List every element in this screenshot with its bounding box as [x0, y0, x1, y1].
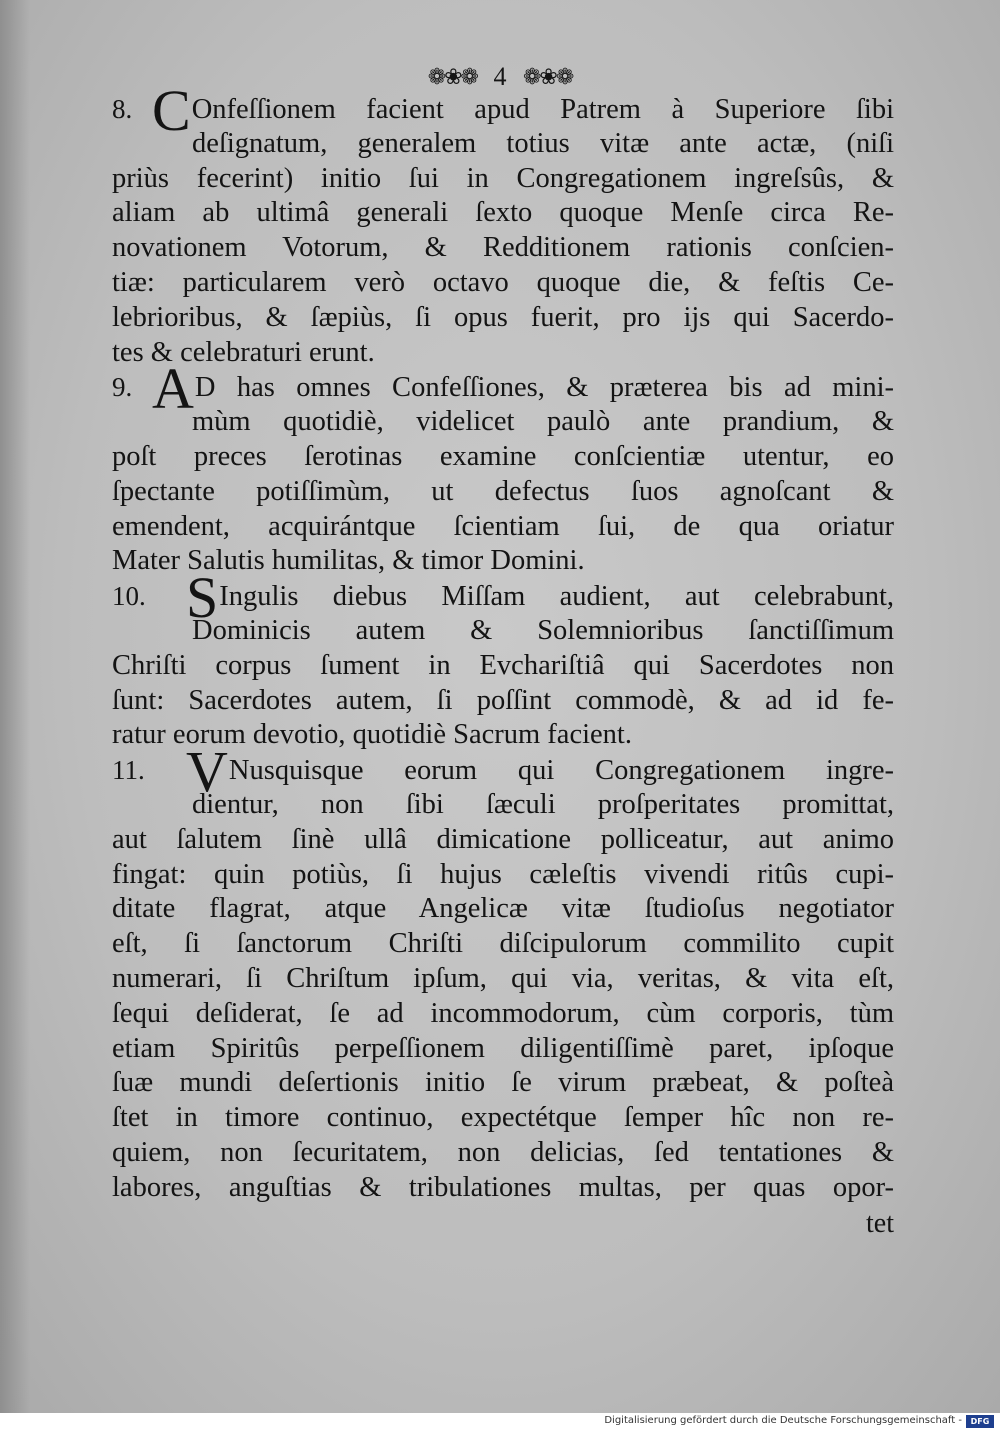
text-line: labores, anguſtias & tribulationes multas, per quas opor- — [112, 1171, 894, 1203]
body-text — [112, 78, 894, 1206]
paragraph-8 — [112, 78, 894, 370]
drop-initial: C — [152, 78, 191, 143]
text-line: Onfeſſionem facient apud Patrem à Superiore ſibi — [191, 94, 894, 125]
footer-bar — [0, 1413, 1000, 1431]
text-line: etiam Spiritûs perpeſſionem diligentiſſimè paret, ipſoque — [112, 1032, 894, 1064]
text-line: Mater Salutis humilitas, & timor Domini. — [112, 545, 585, 577]
text-line: ſuæ mundi deſertionis initio ſe virum præbeat, & poſteà — [112, 1067, 894, 1099]
text-line: ditate flagrat, atque Angelicæ vitæ ſtudioſus negotiator — [112, 893, 894, 925]
text-line: numerari, ſi Chriſtum ipſum, qui via, veritas, & vita eſt, — [112, 962, 894, 994]
text-line: Dominicis autem & Solemnioribus ſanctiſſimum — [192, 614, 894, 646]
paragraph-9 — [112, 356, 894, 579]
page-header — [0, 62, 1000, 92]
text-line: ſunt: Sacerdotes autem, ſi poſſint commodè, & ad id fe- — [112, 684, 894, 716]
drop-initial: V — [186, 739, 228, 805]
text-line: ſtet in timore continuo, expectétque ſemper hîc non re- — [112, 1102, 894, 1134]
text-line: mùm quotidiè, videlicet paulò ante prandium, & — [192, 406, 894, 438]
drop-initial: S — [186, 565, 219, 631]
paragraph-10 — [112, 565, 894, 753]
text-line: tes & celebraturi erunt. — [112, 336, 375, 368]
text-line: lebrioribus, & ſæpiùs, ſi opus fuerit, pro ijs qui Sacerdo- — [112, 301, 894, 333]
dfg-logo[interactable]: DFG — [966, 1415, 994, 1428]
page-gutter-shadow — [0, 0, 30, 1413]
text-line: Chriſti corpus ſument in Evchariſtiâ qui Sacerdotes non — [112, 649, 894, 681]
text-line: priùs fecerint) initio ſui in Congregationem ingreſsûs, & — [112, 162, 894, 194]
text-line: aut ſalutem ſinè ullâ dimicatione polliceatur, aut animo — [112, 823, 894, 855]
text-line: ſpectante potiſſimùm, ut defectus ſuos agnoſcant & — [112, 475, 894, 507]
paragraph-number: 9. — [112, 372, 133, 403]
text-line: emendent, acquirántque ſcientiam ſui, de qua oriatur — [112, 510, 894, 542]
paragraph-number: 8. — [112, 94, 133, 124]
text-line: fingat: quin potiùs, ſi hujus cæleſtis vivendi ritûs cupi- — [112, 858, 894, 890]
text-line: novationem Votorum, & Redditionem rationis conſcien- — [112, 232, 894, 264]
text-line: deſignatum, generalem totius vitæ ante actæ, (niſi — [192, 127, 894, 159]
text-line: poſt preces ſerotinas examine conſcientiæ utentur, eo — [112, 440, 894, 472]
ornament-left: ❁❀❁ — [427, 64, 477, 89]
text-line: ratur eorum devotio, quotidiè Sacrum facient. — [112, 719, 632, 751]
text-line: dientur, non ſibi ſæculi proſperitates promittat, — [192, 788, 894, 820]
text-line: tiæ: particularem verò octavo quoque die, & feſtis Ce- — [112, 266, 894, 298]
text-line: Ingulis diebus Miſſam audient, aut celebrabunt, — [219, 581, 894, 613]
funding-credit: Digitalisierung gefördert durch die Deutsche Forschungsgemeinschaft - — [604, 1415, 962, 1426]
text-line: aliam ab ultimâ generali ſexto quoque Menſe circa Re- — [112, 197, 894, 229]
drop-initial: A — [152, 356, 194, 422]
ornament-right: ❁❀❁ — [523, 64, 573, 89]
paragraph-number: 11. — [112, 755, 145, 786]
catchword: tet — [866, 1208, 894, 1239]
text-line: ſequi deſiderat, ſe ad incommodorum, cùm corporis, tùm — [112, 997, 894, 1029]
paragraph-number: 10. — [112, 581, 146, 612]
text-line: Nusquisque eorum qui Congregationem ingre- — [228, 755, 894, 787]
text-line: D has omnes Confeſſiones, & præterea bis ad mini- — [194, 372, 894, 404]
text-line: quiem, non ſecuritatem, non delicias, ſed tentationes & — [112, 1136, 894, 1168]
paragraph-11 — [112, 739, 894, 1205]
page-number: 4 — [493, 62, 507, 91]
text-line: eſt, ſi ſanctorum Chriſti diſcipulorum commilito cupit — [112, 928, 894, 960]
